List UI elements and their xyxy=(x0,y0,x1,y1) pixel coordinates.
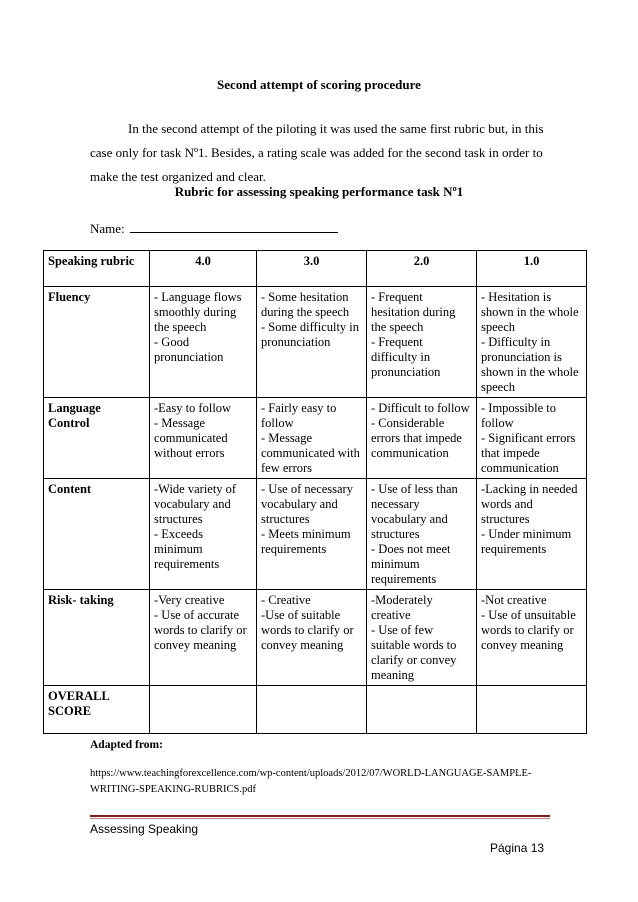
name-blank-line xyxy=(130,220,338,233)
header-cell: 4.0 xyxy=(150,251,257,287)
descriptor-cell: - Creative -Use of suitable words to clarify or convey meaning xyxy=(257,590,367,686)
rubric-header-row xyxy=(44,251,587,287)
rubric-row-content xyxy=(44,479,587,590)
descriptor-cell: -Very creative - Use of accurate words to clarify or convey meaning xyxy=(150,590,257,686)
criterion-cell: Risk- taking xyxy=(44,590,150,686)
rubric-row-risk-taking xyxy=(44,590,587,686)
descriptor-cell: - Difficult to follow - Considerable errors that impede communication xyxy=(367,398,477,479)
descriptor-cell: -Not creative - Use of unsuitable words to clarify or convey meaning xyxy=(477,590,587,686)
descriptor-cell: -Lacking in needed words and structures - Under minimum requirements xyxy=(477,479,587,590)
intro-paragraph xyxy=(90,117,560,189)
footer-rule xyxy=(90,815,550,817)
header-cell: 2.0 xyxy=(367,251,477,287)
source-url: https://www.teachingforexcellence.com/wp-content/uploads/2012/07/WORLD-LANGUAGE-SAMPLE-WRITING-SPEAKING-RUBRICS.pdf xyxy=(90,768,532,795)
header-cell: 1.0 xyxy=(477,251,587,287)
header-cell: 3.0 xyxy=(257,251,367,287)
footer-rule-thin xyxy=(90,818,550,819)
header-cell: Speaking rubric xyxy=(44,251,150,287)
descriptor-cell: - Some hesitation during the speech - Some difficulty in pronunciation xyxy=(257,287,367,398)
intro-line-3: make the test organized and clear. xyxy=(90,169,266,184)
descriptor-cell: - Language flows smoothly during the speech - Good pronunciation xyxy=(150,287,257,398)
name-label: Name: xyxy=(90,221,125,236)
intro-line-2: case only for task Nº1. Besides, a rating scale was added for the second task in order to xyxy=(90,145,543,160)
descriptor-cell: - Use of necessary vocabulary and structures - Meets minimum requirements xyxy=(257,479,367,590)
rubric-row-fluency xyxy=(44,287,587,398)
rubric-row-overall-score xyxy=(44,686,587,734)
descriptor-cell: - Fairly easy to follow - Message communicated with few errors xyxy=(257,398,367,479)
name-field xyxy=(90,220,338,237)
descriptor-cell: - Hesitation is shown in the whole speech - Difficulty in pronunciation is shown in the whole speech xyxy=(477,287,587,398)
descriptor-cell: -Easy to follow - Message communicated without errors xyxy=(150,398,257,479)
rubric-row-language-control xyxy=(44,398,587,479)
criterion-cell: Fluency xyxy=(44,287,150,398)
descriptor-cell: - Frequent hesitation during the speech - Frequent difficulty in pronunciation xyxy=(367,287,477,398)
criterion-cell: Content xyxy=(44,479,150,590)
section-heading: Second attempt of scoring procedure xyxy=(217,77,421,92)
page-number: Página 13 xyxy=(490,841,545,855)
criterion-cell: Language Control xyxy=(44,398,150,479)
descriptor-cell: -Wide variety of vocabulary and structures - Exceeds minimum requirements xyxy=(150,479,257,590)
rubric-table xyxy=(43,250,587,734)
score-cell xyxy=(367,686,477,734)
descriptor-cell: - Impossible to follow - Significant errors that impede communication xyxy=(477,398,587,479)
intro-line-1: In the second attempt of the piloting it was used the same first rubric but, in this xyxy=(128,121,544,136)
score-cell xyxy=(257,686,367,734)
descriptor-cell: -Moderately creative - Use of few suitable words to clarify or convey meaning xyxy=(367,590,477,686)
adapted-from-label: Adapted from: xyxy=(90,739,163,751)
score-cell xyxy=(477,686,587,734)
score-cell xyxy=(150,686,257,734)
rubric-title: Rubric for assessing speaking performance task Nº1 xyxy=(174,184,464,199)
criterion-cell: OVERALL SCORE xyxy=(44,686,150,734)
footer-title: Assessing Speaking xyxy=(90,822,199,836)
descriptor-cell: - Use of less than necessary vocabulary and structures - Does not meet minimum requirements xyxy=(367,479,477,590)
